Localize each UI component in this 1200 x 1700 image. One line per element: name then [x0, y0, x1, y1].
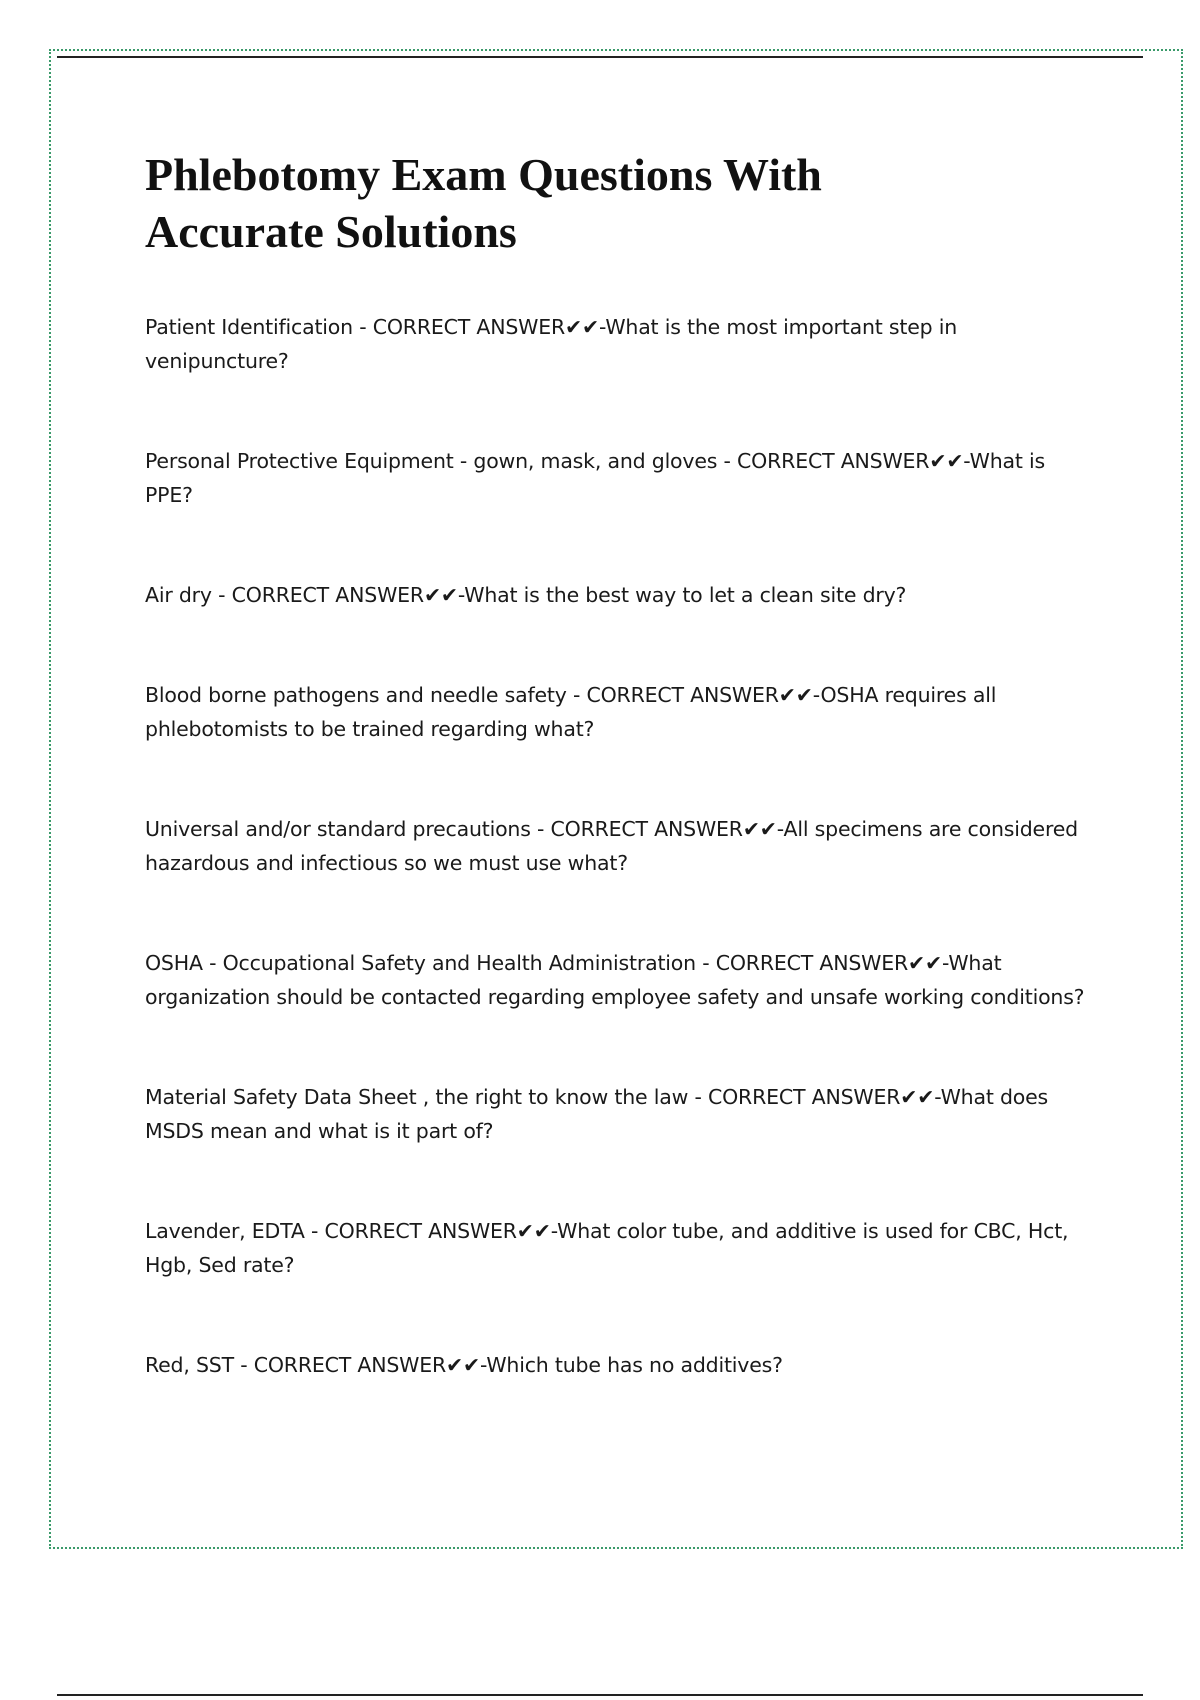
bottom-rule	[57, 1694, 1143, 1696]
document-body	[145, 146, 1085, 1448]
qa-item: Personal Protective Equipment - gown, mask, and gloves - CORRECT ANSWER✔✔-What is PPE?	[145, 449, 1046, 507]
qa-item: OSHA - Occupational Safety and Health Administration - CORRECT ANSWER✔✔-What organization should be contacted regarding employee safety and unsafe working conditions?	[145, 951, 1085, 1009]
page-title	[145, 146, 1085, 260]
qa-item: Universal and/or standard precautions - CORRECT ANSWER✔✔-All specimens are considered hazardous and infectious so we must use what?	[145, 817, 1078, 875]
title-line-2: Accurate Solutions	[145, 206, 517, 257]
qa-item: Red, SST - CORRECT ANSWER✔✔-Which tube has no additives?	[145, 1353, 783, 1377]
qa-item: Patient Identification - CORRECT ANSWER✔✔-What is the most important step in venipuncture?	[145, 315, 958, 373]
qa-item: Blood borne pathogens and needle safety - CORRECT ANSWER✔✔-OSHA requires all phlebotomists to be trained regarding what?	[145, 683, 997, 741]
qa-item: Air dry - CORRECT ANSWER✔✔-What is the best way to let a clean site dry?	[145, 583, 907, 607]
qa-item: Lavender, EDTA - CORRECT ANSWER✔✔-What color tube, and additive is used for CBC, Hct, Hgb, Sed rate?	[145, 1219, 1069, 1277]
title-line-1: Phlebotomy Exam Questions With	[145, 149, 822, 200]
qa-item: Material Safety Data Sheet , the right to know the law - CORRECT ANSWER✔✔-What does MSDS mean and what is it part of?	[145, 1085, 1049, 1143]
qa-list	[145, 310, 1085, 1382]
top-rule	[57, 56, 1143, 58]
